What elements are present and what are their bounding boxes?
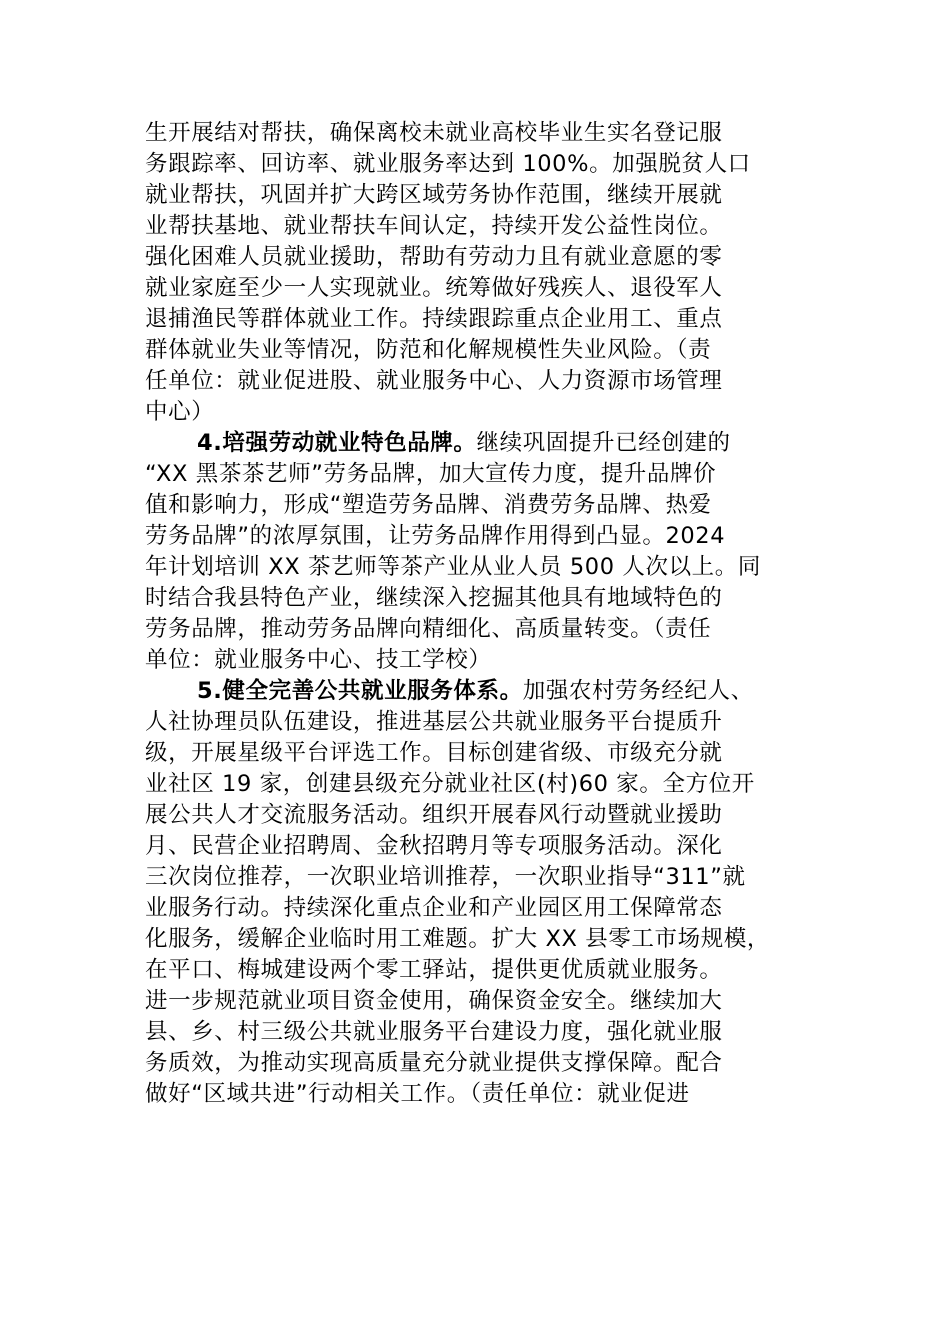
paragraph-3: [145, 676, 817, 1110]
text-line: 进一步规范就业项目资金使用，确保资金安全。继续加大: [145, 988, 723, 1014]
text-line: 任单位：就业促进股、就业服务中心、人力资源市场管理: [145, 368, 723, 394]
text-line: 务质效，为推动实现高质量充分就业提供支撑保障。配合: [145, 1050, 723, 1076]
text-line: 劳务品牌”的浓厚氛围，让劳务品牌作用得到凸显。2024: [145, 523, 726, 549]
text-line: 时结合我县特色产业，继续深入挖掘其他具有地域特色的: [145, 585, 723, 611]
text-line: 在平口、梅城建设两个零工驿站，提供更优质就业服务。: [145, 957, 723, 983]
text-line: 劳务品牌，推动劳务品牌向精细化、高质量转变。（责任: [145, 616, 712, 642]
text-line: 业帮扶基地、就业帮扶车间认定，持续开发公益性岗位。: [145, 213, 723, 239]
text-line: 做好“区域共进”行动相关工作。（责任单位：就业促进: [145, 1081, 690, 1107]
text-line: “XX 黑茶茶艺师”劳务品牌，加大宣传力度，提升品牌价: [145, 461, 717, 487]
text-line: 年计划培训 XX 茶艺师等茶产业从业人员 500 人次以上。同: [145, 554, 761, 580]
text-span: 加强农村劳务经纪人、: [522, 678, 754, 704]
text-line: 务跟踪率、回访率、就业服务率达到 100%。加强脱贫人口: [145, 151, 751, 177]
text-line: 县、乡、村三级公共就业服务平台建设力度，强化就业服: [145, 1019, 723, 1045]
text-line: 值和影响力，形成“塑造劳务品牌、消费劳务品牌、热爱: [145, 492, 712, 518]
text-span: 继续巩固提升已经创建的: [476, 430, 731, 456]
section-heading: 5.健全完善公共就业服务体系。: [197, 678, 523, 704]
section-heading: 4.培强劳动就业特色品牌。: [197, 430, 477, 456]
text-line: 就业家庭至少一人实现就业。统筹做好残疾人、退役军人: [145, 275, 723, 301]
text-line: 强化困难人员就业援助，帮助有劳动力且有就业意愿的零: [145, 244, 723, 270]
text-line: 单位：就业服务中心、技工学校）: [145, 647, 492, 673]
paragraph-1: [145, 118, 817, 428]
text-line: 中心）: [145, 399, 215, 425]
text-line: 群体就业失业等情况，防范和化解规模性失业风险。（责: [145, 337, 712, 363]
document-page: [145, 118, 817, 1110]
text-line: 退捕渔民等群体就业工作。持续跟踪重点企业用工、重点: [145, 306, 723, 332]
paragraph-first-line: [145, 428, 817, 459]
text-line: 展公共人才交流服务活动。组织开展春风行动暨就业援助: [145, 802, 723, 828]
text-line: 三次岗位推荐，一次职业培训推荐，一次职业指导“311”就: [145, 864, 746, 890]
text-line: 人社协理员队伍建设，推进基层公共就业服务平台提质升: [145, 709, 723, 735]
text-line: 业社区 19 家，创建县级充分就业社区(村)60 家。全方位开: [145, 771, 755, 797]
paragraph-2: [145, 428, 817, 676]
paragraph-first-line: [145, 676, 817, 707]
text-line: 化服务，缓解企业临时用工难题。扩大 XX 县零工市场规模，: [145, 926, 771, 952]
text-line: 月、民营企业招聘周、金秋招聘月等专项服务活动。深化: [145, 833, 723, 859]
text-line: 级，开展星级平台评选工作。目标创建省级、市级充分就: [145, 740, 723, 766]
text-line: 业服务行动。持续深化重点企业和产业园区用工保障常态: [145, 895, 723, 921]
text-line: 就业帮扶，巩固并扩大跨区域劳务协作范围，继续开展就: [145, 182, 723, 208]
text-line: 生开展结对帮扶，确保离校未就业高校毕业生实名登记服: [145, 120, 723, 146]
